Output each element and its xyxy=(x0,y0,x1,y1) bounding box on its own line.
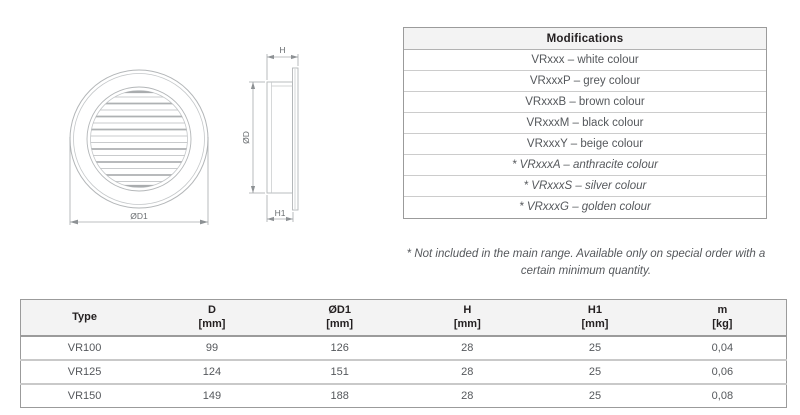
cell-h1: 25 xyxy=(531,360,659,384)
dim-label-od1: ØD1 xyxy=(130,211,148,221)
column-header-d: D [mm] xyxy=(148,300,276,336)
arrow-right-icon xyxy=(291,55,298,59)
arrow-right-icon xyxy=(200,220,208,225)
louver-slats xyxy=(85,92,193,186)
cell-h1: 25 xyxy=(588,341,602,354)
dim-label-h1: H1 xyxy=(274,208,286,218)
modification-row: VRxxxP – grey colour xyxy=(404,71,766,92)
modification-row: * VRxxxA – anthracite colour xyxy=(404,155,766,176)
modifications-table-header: Modifications xyxy=(404,28,766,50)
arrow-left-icon xyxy=(267,55,274,59)
column-header-h: H [mm] xyxy=(403,300,531,336)
modifications-table xyxy=(403,27,767,219)
cell-d: 149 xyxy=(148,384,276,408)
modification-row: VRxxx – white colour xyxy=(404,50,766,71)
cell-m: 0,04 xyxy=(711,341,734,354)
cell-h1: 25 xyxy=(531,384,659,408)
modification-row: VRxxxY – beige colour xyxy=(404,134,766,155)
column-header-od1: ØD1 [mm] xyxy=(276,300,404,336)
dim-label-h: H xyxy=(279,45,286,55)
outer-rim-inner-circle xyxy=(74,74,205,205)
cell-m: 0,08 xyxy=(659,384,787,408)
grille-side-view-drawing xyxy=(235,25,320,235)
special-order-footnote: * Not included in the main range. Available only on special order with a certain minimum quantity. xyxy=(406,248,766,277)
arrow-left-icon xyxy=(267,217,274,221)
dimension-od xyxy=(249,82,265,193)
table-row xyxy=(21,336,787,360)
cell-type: VR125 xyxy=(21,360,149,384)
cell-od1: 126 xyxy=(330,341,349,354)
column-header-type: Type xyxy=(21,300,149,336)
collar-body xyxy=(267,82,293,193)
cell-h: 28 xyxy=(461,341,474,354)
dimensions-header-row xyxy=(21,300,787,336)
column-header-m: m [kg] xyxy=(659,300,787,336)
table-row xyxy=(21,384,787,408)
column-header-h1: H1 [mm] xyxy=(531,300,659,336)
cell-type: VR100 xyxy=(67,341,102,354)
arrow-up-icon xyxy=(251,82,255,89)
flange-plate xyxy=(293,68,299,210)
cell-type: VR150 xyxy=(21,384,149,408)
arrow-left-icon xyxy=(70,220,78,225)
cell-m: 0,06 xyxy=(659,360,787,384)
dim-label-od: ØD xyxy=(241,131,251,144)
arrow-right-icon xyxy=(286,217,293,221)
cell-h: 28 xyxy=(403,384,531,408)
modification-row: VRxxxM – black colour xyxy=(404,113,766,134)
cell-d: 99 xyxy=(205,341,219,354)
louver-ring-inner-circle xyxy=(91,91,188,188)
modification-row: * VRxxxS – silver colour xyxy=(404,176,766,197)
cell-h: 28 xyxy=(403,360,531,384)
arrow-down-icon xyxy=(251,186,255,193)
modification-row: * VRxxxG – golden colour xyxy=(519,201,651,213)
cell-d: 124 xyxy=(148,360,276,384)
cell-od1: 188 xyxy=(276,384,404,408)
dimensions-table xyxy=(20,299,787,408)
grille-front-view-drawing xyxy=(45,25,235,230)
cell-od1: 151 xyxy=(276,360,404,384)
table-row xyxy=(21,360,787,384)
modification-row: VRxxxB – brown colour xyxy=(404,92,766,113)
